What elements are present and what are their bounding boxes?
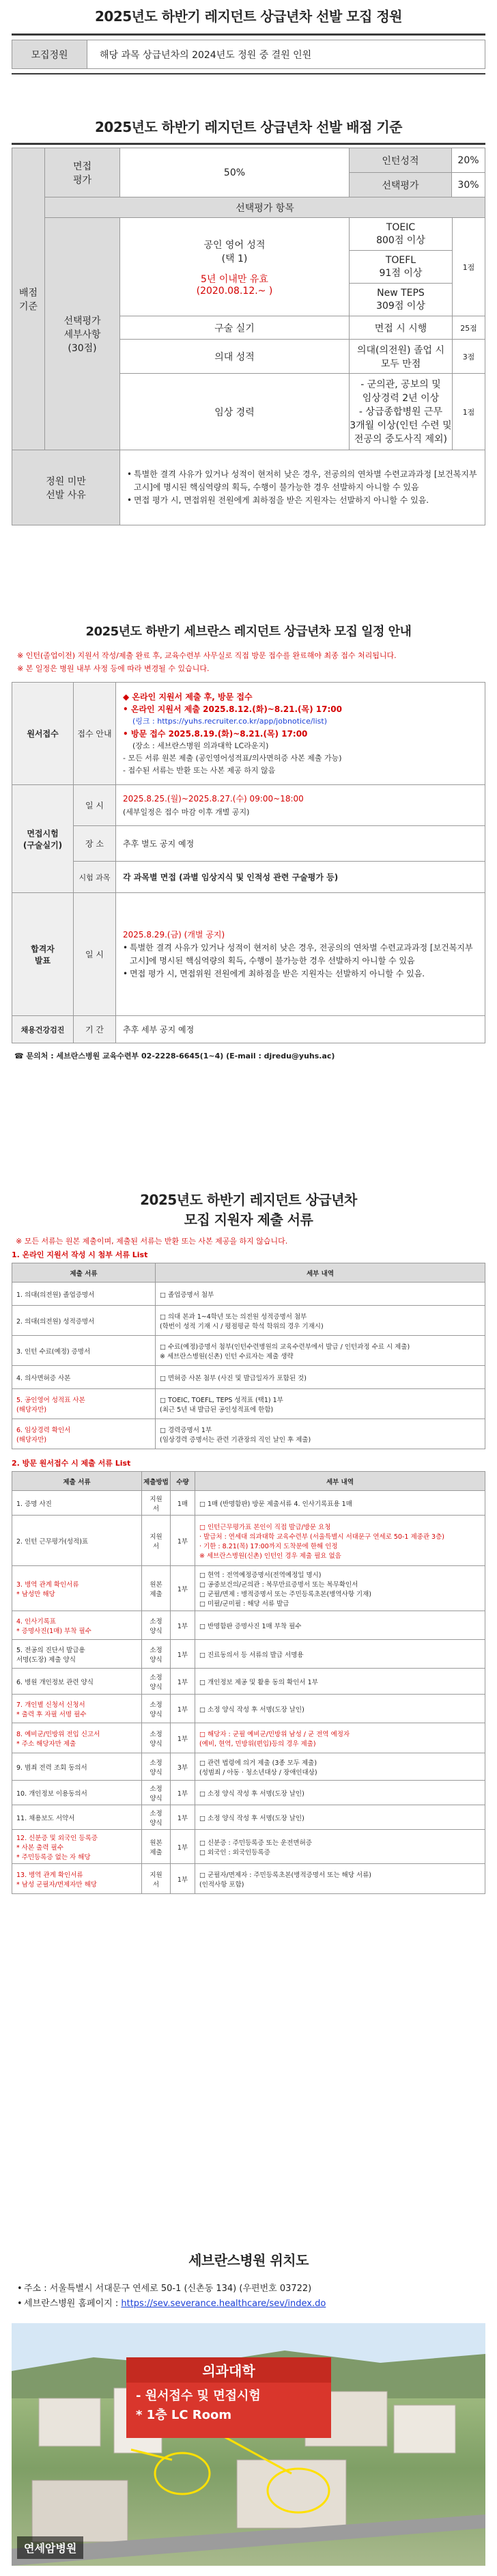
- visit-doc: 1. 증명 사진: [12, 1491, 142, 1516]
- visit-qty: 1부: [171, 1805, 195, 1830]
- section-scoring: [12, 116, 485, 525]
- result-note: • 특별한 결격 사유가 있거나 성적이 현저히 낮은 경우, 전공의의 연차별 수련교과과정 [보건복지부고시]에 명시된 핵심역량의 획득, 수행이 불가능한 경우 선발하지 아니할 수 있음: [123, 942, 478, 968]
- contact-info: ☎ 문의처 : 세브란스병원 교육수련부 02-2228-6645(1~4) (E-mail : djredu@yuhs.ac): [14, 1052, 335, 1060]
- teps-cell: New TEPS 309점 이상: [349, 284, 452, 316]
- selection-label: 선택평가: [349, 173, 451, 197]
- homepage-label: 세브란스병원 홈페이지 :: [24, 2299, 122, 2309]
- medical-label: 의대 성적: [120, 340, 350, 374]
- subject-value: 각 과목별 면접 (과별 임상지식 및 인적성 관련 구술평가 등): [116, 862, 485, 893]
- visit-doc: 13. 병역 관계 확인서류 * 남성 군필자/면제자만 해당: [12, 1864, 142, 1894]
- scoring-top-rule: [12, 143, 485, 145]
- intern-score-label: 인턴성적: [349, 148, 451, 173]
- apply-line: • 방문 접수 2025.8.19.(화)~8.21.(목) 17:00: [123, 728, 308, 739]
- section-location: [12, 2249, 485, 2312]
- apply-label: 원서접수: [12, 683, 74, 785]
- visit-detail: □ 소정 양식 작성 후 서명(도장 날인): [195, 1781, 485, 1805]
- apply-line: ◆ 온라인 지원서 제출 후, 방문 접수: [123, 691, 253, 702]
- quota-table: [12, 40, 485, 69]
- visit-qty: 1매: [171, 1491, 195, 1516]
- result-label: 합격자 발표: [12, 893, 74, 1016]
- apply-line: - 모든 서류 원본 제출 (공인영어성적표/의사면허증 사본 제출 가능): [123, 753, 342, 763]
- interview-place-label: 장 소: [74, 826, 116, 862]
- fail-label: 정원 미만 선발 사유: [12, 450, 120, 525]
- visit-detail: □ 소정 양식 작성 후 서명(도장 날인): [195, 1695, 485, 1723]
- visit-qty: 1부: [171, 1830, 195, 1864]
- visit-qty: 3부: [171, 1753, 195, 1781]
- visit-doc: 8. 예비군/민방위 전입 신고서 * 주소 해당자만 제출: [12, 1723, 142, 1753]
- detail-label: 선택평가 세부사항 (30점): [45, 218, 120, 450]
- online-doc: 6. 임상경력 확인서 (해당자만): [12, 1419, 156, 1449]
- apply-details: [116, 683, 485, 785]
- visit-method: 소정 양식: [142, 1723, 171, 1753]
- cancer-hospital-building: [32, 2480, 128, 2542]
- visit-doc: 9. 범죄 전력 조회 동의서: [12, 1753, 142, 1781]
- english-label: 공인 영어 성적 (택 1): [203, 239, 266, 264]
- interview-label: 면접 평가: [45, 148, 120, 197]
- visit-method: 원본 제출: [142, 1830, 171, 1864]
- interview-exam-label: 면접시험 (구술실기): [12, 785, 74, 893]
- visit-docs-table: [12, 1471, 485, 1894]
- result-note: • 면접 평가 시, 면접위원 전원에게 최하점을 받은 지원자는 선발하지 아니할 수 있음.: [123, 968, 478, 981]
- scoring-side-label: 배점 기준: [12, 148, 45, 450]
- visit-method: 소정 양식: [142, 1805, 171, 1830]
- section-documents: [12, 1189, 485, 1894]
- homepage-line: [17, 2297, 485, 2312]
- visit-doc: 4. 인사기록표 * 증명사진(1매) 부착 필수: [12, 1611, 142, 1640]
- visit-detail: □ 소정 양식 작성 후 서명(도장 날인): [195, 1805, 485, 1830]
- skill-score: 25점: [453, 316, 485, 340]
- schedule-note: ※ 인턴(졸업이전) 지원서 작성/제출 완료 후, 교육수련부 사무실로 직접 방문 접수를 완료해야 최종 접수 처리됩니다.: [17, 651, 397, 660]
- visit-doc: 11. 채용보도 서약서: [12, 1805, 142, 1830]
- documents-title-1: 2025년도 하반기 레지던트 상급년차: [140, 1192, 357, 1208]
- visit-qty: 1부: [171, 1516, 195, 1566]
- documents-note: ※ 모든 서류는 원본 제출이며, 제출된 서류는 반환 또는 사본 제공을 하지 않습니다.: [16, 1237, 288, 1246]
- quota-top-rule: [12, 33, 485, 36]
- visit-detail: □ 인턴근무평가표 본인이 직접 발급/방문 요청 · 발급처 : 연세대 의과대학 교육수련부 (서울특별시 서대문구 연세로 50-1 제중관 3층) · 기한 : 8.21(목) 17:00까지 도착분에 한해 인정 ※ 세브란스병원(신촌) 인턴인 경우 제출 필요 없음: [195, 1516, 485, 1566]
- location-title: 세브란스병원 위치도: [188, 2252, 309, 2269]
- visit-head-doc: 제출 서류: [12, 1472, 142, 1491]
- scoring-table: [12, 148, 485, 525]
- visit-detail: □ 해당자 : 군필 예비군/민방위 남성 / 군 전역 예정자 (예비, 현역, 민방위(편입)등의 경우 제출): [195, 1723, 485, 1753]
- online-doc-detail: □ 수료(예정)증명서 첨부(인턴수련병원의 교육수련부에서 발급 / 인턴과정 수료 시 제출) ※ 세브란스병원(신촌) 인턴 수료자는 제출 생략: [156, 1336, 485, 1366]
- interview-pct: 50%: [120, 148, 350, 197]
- callout-line-2: * 1층 LC Room: [136, 2408, 232, 2422]
- interview-date: 2025.8.25.(월)~2025.8.27.(수) 09:00~18:00: [123, 793, 304, 804]
- visit-head-method: 제출방법: [142, 1472, 171, 1491]
- online-doc-detail: □ 졸업증명서 첨부: [156, 1283, 485, 1306]
- callout-line-1: - 원서접수 및 면접시험: [136, 2389, 261, 2403]
- health-sub: 기 간: [74, 1016, 116, 1043]
- subject-label: 시험 과목: [74, 862, 116, 893]
- visit-detail: □ 신분증 : 주민등록증 또는 운전면허증 □ 외국인 : 외국인등록증: [195, 1830, 485, 1864]
- visit-method: 지원 서: [142, 1516, 171, 1566]
- building: [39, 2398, 100, 2446]
- visit-qty: 1부: [171, 1566, 195, 1611]
- quota-value: 해당 과목 상급년차의 2024년도 정원 중 결원 인원: [87, 40, 485, 69]
- visit-qty: 1부: [171, 1695, 195, 1723]
- clinical-line: 3개월 이상(인턴 수련 및: [350, 420, 452, 431]
- building: [394, 2405, 455, 2453]
- interview-place: 추후 별도 공지 예정: [116, 826, 485, 862]
- visit-method: 소정 양식: [142, 1753, 171, 1781]
- online-doc-detail: □ TOEIC, TOEFL, TEPS 성적표 (택1) 1부 (최근 5년 내 발급된 공인성적표에 한함): [156, 1389, 485, 1419]
- visit-method: 소정 양식: [142, 1781, 171, 1805]
- visit-doc: 6. 병원 개인정보 관련 양식: [12, 1669, 142, 1695]
- clinical-values: [349, 374, 452, 450]
- quota-label: 모집정원: [12, 40, 87, 69]
- clinical-line: - 군의관, 공보의 및: [360, 379, 441, 390]
- documents-title-2: 모집 지원자 제출 서류: [184, 1211, 313, 1228]
- health-label: 채용건강검진: [12, 1016, 74, 1043]
- visit-doc: 7. 개인별 신청서 신청서 * 출력 후 자필 서명 필수: [12, 1695, 142, 1723]
- result-date-label: 일 시: [74, 893, 116, 1016]
- online-doc: 4. 의사면허증 사본: [12, 1366, 156, 1389]
- visit-method: 원본 제출: [142, 1566, 171, 1611]
- apply-line: (장소 : 세브란스병원 의과대학 LC라운지): [132, 741, 269, 750]
- visit-doc: 3. 병역 관계 확인서류 * 남성만 해당: [12, 1566, 142, 1611]
- visit-detail: □ 군필자/면제자 : 주민등록초본(병적증명서 또는 해당 서류) (인적사항 포함): [195, 1864, 485, 1894]
- clinical-line: 전공의 중도사직 제외): [354, 433, 447, 445]
- medical-value: 의대(의전원) 졸업 시 모두 만점: [349, 340, 452, 374]
- english-cell: [120, 218, 350, 316]
- visit-qty: 1부: [171, 1640, 195, 1669]
- english-valid: 5년 이내만 유효 (2020.08.12.~ ): [196, 273, 273, 297]
- visit-qty: 1부: [171, 1669, 195, 1695]
- online-doc: 1. 의대(의전원) 졸업증명서: [12, 1283, 156, 1306]
- highlight-circle: [155, 2453, 210, 2494]
- visit-detail: □ 개인정보 제공 및 활용 동의 확인서 1부: [195, 1669, 485, 1695]
- clinical-label: 임상 경력: [120, 374, 350, 450]
- clinical-line: - 상급종합병원 근무: [358, 406, 443, 417]
- visit-qty: 1부: [171, 1864, 195, 1894]
- apply-line: - 접수된 서류는 반환 또는 사본 제공 하지 않음: [123, 765, 276, 775]
- interview-date-note: (세부일정은 접수 마감 이후 개별 공지): [123, 807, 250, 817]
- cancer-hospital-label: 연세암병원: [17, 2536, 83, 2559]
- callout-title: 의과대학: [126, 2357, 331, 2383]
- apply-sub: 접수 안내: [74, 683, 116, 785]
- quota-bottom-rule: [12, 73, 485, 74]
- items-header: 선택평가 항목: [45, 197, 485, 218]
- visit-method: 소정 양식: [142, 1640, 171, 1669]
- campus-map: [12, 2323, 485, 2566]
- fail-reason: • 면접 평가 시, 면접위원 전원에게 최하점을 받은 지원자는 선발하지 아니할 수 있음.: [127, 494, 478, 507]
- skill-label: 구술 실기: [120, 316, 350, 340]
- visit-doc: 12. 신분증 및 외국인 등록증 * 사본 출력 필수 * 주민등록증 없는 자 해당: [12, 1830, 142, 1864]
- visit-qty: 1부: [171, 1781, 195, 1805]
- visit-detail: □ 관련 법령에 의거 제출 (3종 모두 제출) (성범죄 / 아동 · 청소년대상 / 장애인대상): [195, 1753, 485, 1781]
- health-value: 추후 세부 공지 예정: [116, 1016, 485, 1043]
- section-schedule: [12, 622, 485, 1061]
- visit-qty: 1부: [171, 1723, 195, 1753]
- visit-method: 지원 서: [142, 1491, 171, 1516]
- visit-method: 소정 양식: [142, 1695, 171, 1723]
- map-callout: [126, 2357, 331, 2438]
- visit-detail: □ 현역 : 전역예정증명서(전역예정일 명시) □ 공중보건의/군의관 : 복무만료증명서 또는 복무확인서 □ 군필/면제 : 병적증명서 또는 주민등록초본(병역사항 기재) □ 미필/군미필 : 해당 서류 발급: [195, 1566, 485, 1611]
- visit-detail: □ 반명함판 증명사진 1매 부착 필수: [195, 1611, 485, 1640]
- online-head-detail: 세부 내역: [156, 1263, 485, 1283]
- toefl-cell: TOEFL 91점 이상: [349, 251, 452, 284]
- online-docs-table: [12, 1263, 485, 1449]
- visit-doc: 5. 전공의 진단서 발급용 서명(도장) 제출 양식: [12, 1640, 142, 1669]
- skill-value: 면접 시 시행: [349, 316, 452, 340]
- schedule-table: [12, 682, 485, 1043]
- homepage-link[interactable]: https://sev.severance.healthcare/sev/index.do: [121, 2299, 326, 2309]
- online-head-doc: 제출 서류: [12, 1263, 156, 1283]
- visit-doc: 10. 개인정보 이용동의서: [12, 1781, 142, 1805]
- visit-qty: 1부: [171, 1611, 195, 1640]
- intern-score-pct: 20%: [451, 148, 485, 173]
- result-date: 2025.8.29.(금) (개별 공지): [123, 929, 225, 940]
- online-doc-detail: □ 면허증 사본 첨부 (사진 및 발급일자가 포함된 것): [156, 1366, 485, 1389]
- medical-score: 3점: [453, 340, 485, 374]
- selection-pct: 30%: [451, 173, 485, 197]
- visit-method: 소정 양식: [142, 1669, 171, 1695]
- visit-detail: □ 진료동의서 등 서류의 발급 서명용: [195, 1640, 485, 1669]
- english-score: 1점: [453, 218, 485, 316]
- apply-link[interactable]: (링크 : https://yuhs.recruiter.co.kr/app/jobnotice/list): [132, 716, 327, 726]
- online-doc: 2. 의대(의전원) 성적증명서: [12, 1306, 156, 1336]
- apply-line: • 온라인 지원서 제출 2025.8.12.(화)~8.21.(목) 17:00: [123, 704, 342, 714]
- scoring-title: 2025년도 하반기 레지던트 상급년차 선발 배점 기준: [94, 119, 403, 135]
- online-doc: 3. 인턴 수료(예정) 증명서: [12, 1336, 156, 1366]
- visit-head-qty: 수량: [171, 1472, 195, 1491]
- clinical-score: 1점: [453, 374, 485, 450]
- online-doc: 5. 공인영어 성적표 사본 (해당자만): [12, 1389, 156, 1419]
- result-cell: [116, 893, 485, 1016]
- toeic-cell: TOEIC 800점 이상: [349, 218, 452, 251]
- online-doc-detail: □ 경력증명서 1부 (임상경력 증명서는 관련 기관장의 직인 날인 후 제출): [156, 1419, 485, 1449]
- clinical-line: 임상경력 2년 이상: [362, 392, 440, 404]
- visit-detail: □ 1매 (반명함판) 방문 제출서류 4. 인사기록표용 1매: [195, 1491, 485, 1516]
- visit-method: 지원 서: [142, 1864, 171, 1894]
- fail-reason: • 특별한 결격 사유가 있거나 성적이 현저히 낮은 경우, 전공의의 연차별 수련교과과정 [보건복지부고시]에 명시된 핵심역량의 획득, 수행이 불가능한 경우 선발하지 아니할 수 있음: [127, 468, 478, 494]
- schedule-note: ※ 본 일정은 병원 내부 사정 등에 따라 변경될 수 있습니다.: [17, 664, 210, 673]
- interview-date-cell: [116, 785, 485, 826]
- interview-date-label: 일 시: [74, 785, 116, 826]
- visit-head-detail: 세부 내역: [195, 1472, 485, 1491]
- schedule-title: 2025년도 하반기 세브란스 레지던트 상급년차 모집 일정 안내: [85, 625, 412, 639]
- visit-doc: 2. 인턴 근무평가(성적)표: [12, 1516, 142, 1566]
- address-line: • 주소 : 서울특별시 서대문구 연세로 50-1 (신촌동 134) (우편번호 03722): [17, 2282, 485, 2297]
- visit-method: 소정 양식: [142, 1611, 171, 1640]
- quota-title: 2025년도 하반기 레지던트 상급년차 선발 모집 정원: [94, 8, 403, 25]
- online-doc-detail: □ 의대 본과 1~4학년 또는 의전원 성적증명서 첨부 (학번이 성적 기재 시 / 평점평균 학석 학위의 경우 기재시): [156, 1306, 485, 1336]
- online-list-title: 1. 온라인 지원서 작성 시 첨부 서류 List: [12, 1250, 148, 1259]
- visit-list-title: 2. 방문 원서접수 시 제출 서류 List: [12, 1459, 131, 1468]
- fail-reasons: [120, 450, 485, 525]
- section-quota: [12, 5, 485, 74]
